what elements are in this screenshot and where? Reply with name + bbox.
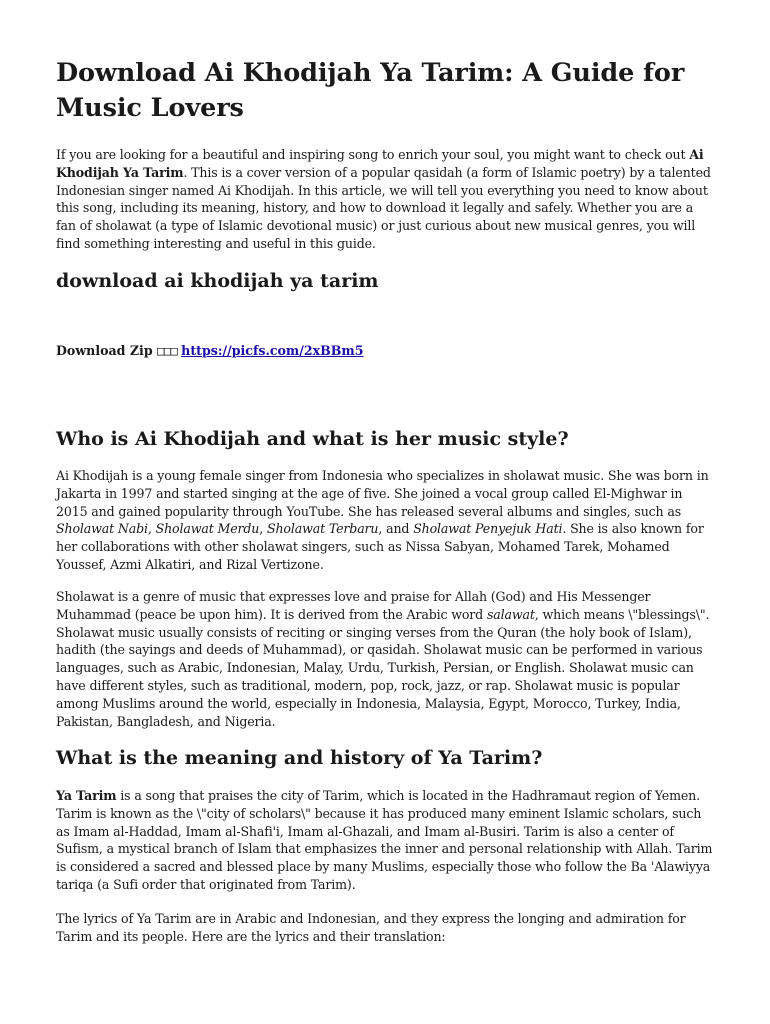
download-line: [56, 342, 364, 359]
paragraph-about-tarim: [56, 787, 716, 894]
text-run: ,: [147, 521, 156, 537]
paragraph-lyrics-intro: The lyrics of Ya Tarim are in Arabic and Indonesian, and they express the longing and admiration for Tarim and its people. Here are the lyrics and their translation:: [56, 911, 686, 944]
intro-text-start: If you are looking for a beautiful and inspiring song to enrich your soul, you might want to check out: [56, 147, 690, 162]
section-heading-who: Who is Ai Khodijah and what is her music style?: [56, 428, 569, 450]
download-subheading: download ai khodijah ya tarim: [56, 270, 379, 292]
paragraph-about-singer: [56, 467, 716, 574]
album-title: Sholawat Penyejuk Hati: [413, 521, 563, 537]
text-run: , which means \"blessings\". Sholawat music usually consists of reciting or singing verses from the Quran (the holy book of Islam), hadith (the sayings and deeds of Muhammad), or qasidah. Sholawat music can be performed in various languages, such as Arabic, Indonesian, Malay, Urdu, Turkish, Persian, or English. Sholawat music can have different styles, such as traditional, modern, pop, rock, jazz, or rap. Sholawat music is popular among Muslims around the world, especially in Indonesia, Malaysia, Egypt, Morocco, Turkey, India, Pakistan, Bangladesh, and Nigeria.: [56, 606, 710, 729]
download-label: Download Zip: [56, 343, 153, 358]
album-title: Sholawat Terbaru: [266, 521, 379, 537]
page-title: Download Ai Khodijah Ya Tarim: A Guide for Music Lovers: [56, 58, 685, 123]
section-heading-meaning: What is the meaning and history of Ya Tarim?: [56, 747, 543, 769]
text-run: Ai Khodijah is a young female singer from Indonesia who specializes in sholawat music. She was born in Jakarta in 1997 and started singing at the age of five. She joined a vocal group called El-Mighwar in 2015 and gained popularity through YouTube. She has released several albums and singles, such as: [56, 468, 709, 519]
text-run: is a song that praises the city of Tarim, which is located in the Hadhramaut region of Yemen. Tarim is known as the \"city of scholars\" because it has produced many eminent Islamic scholars, such as Imam al-Haddad, Imam al-Shafi'i, Imam al-Ghazali, and Imam al-Busiri. Tarim is also a center of Sufism, a mystical branch of Islam that emphasizes the inner and personal relationship with Allah. Tarim is considered a sacred and blessed place by many Muslims, especially those who follow the Ba 'Alawiyya tariqa (a Sufi order that originated from Tarim).: [56, 788, 713, 892]
arabic-term: salawat: [486, 606, 535, 622]
text-run: Sholawat is a genre of music that expresses love and praise for Allah (God) and His Messenger Muhammad (peace be upon him). It is derived from the Arabic word: [56, 589, 651, 622]
album-title: Sholawat Nabi: [56, 521, 148, 537]
text-run: , and: [378, 521, 414, 537]
intro-paragraph: [56, 146, 716, 253]
text-run: . She is also known for her collaborations with other sholawat singers, such as Nissa Sabyan, Mohamed Tarek, Mohamed Youssef, Azmi Alkatiri, and Rizal Vertizone.: [56, 521, 704, 572]
missing-glyph-icons: □□□: [157, 343, 177, 358]
paragraph-about-sholawat: [56, 588, 716, 730]
text-run: ,: [259, 521, 267, 537]
download-link[interactable]: https://picfs.com/2xBBm5: [181, 343, 364, 358]
album-title: Sholawat Merdu: [155, 521, 260, 537]
song-name: Ya Tarim: [56, 788, 117, 803]
intro-song-title: Ai Khodijah Ya Tarim: [56, 147, 704, 180]
intro-text-end: . This is a cover version of a popular qasidah (a form of Islamic poetry) by a talented Indonesian singer named Ai Khodijah. In this article, we will tell you everything you need to know about this song, including its meaning, history, and how to download it legally and safely. Whether you are a fan of sholawat (a type of Islamic devotional music) or just curious about new musical genres, you will find something interesting and useful in this guide.: [56, 164, 711, 251]
